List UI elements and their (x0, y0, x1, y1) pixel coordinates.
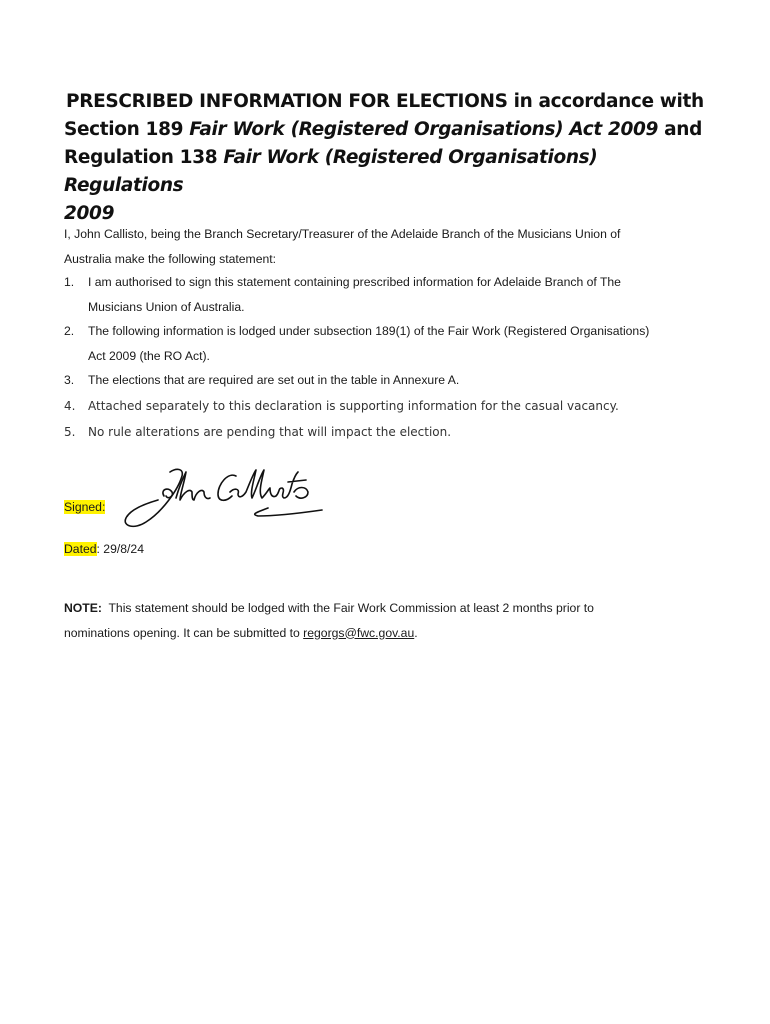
intro-line-2: Australia make the following statement: (64, 251, 277, 266)
intro-statement (64, 222, 704, 271)
signature-stroke-ohn (163, 472, 210, 500)
list-item-text: The elections that are required are set out in the table in Annexure A. (88, 373, 460, 387)
title-year: 2009 (64, 203, 115, 224)
signature-stroke-j (125, 469, 182, 526)
note-text-1: This statement should be lodged with the Fair Work Commission at least 2 months prior to (101, 601, 594, 615)
signed-label-highlight: Signed: (64, 500, 106, 514)
list-item (64, 319, 714, 368)
list-item (64, 270, 714, 319)
list-item-text: Musicians Union of Australia. (88, 299, 245, 314)
intro-line-1: I, John Callisto, being the Branch Secretary/Treasurer of the Adelaide Branch of the Musicians Union of (64, 227, 621, 241)
list-item-text: No rule alterations are pending that will impact the election. (88, 424, 452, 439)
signature-stroke-allisto (230, 470, 308, 498)
title-line-1: PRESCRIBED INFORMATION FOR ELECTIONS in accordance with (66, 91, 704, 112)
signed-label (64, 499, 105, 515)
list-item-number: 2. (64, 324, 75, 338)
title-and-text: and (658, 119, 702, 140)
signature-underline (255, 508, 322, 516)
title-act-name: Fair Work (Registered Organisations) Act 2009 (189, 119, 659, 140)
email-link[interactable]: regorgs@fwc.gov.au (303, 625, 415, 640)
handwritten-signature (118, 462, 328, 534)
note-end: . (414, 625, 418, 640)
list-item-text: I am authorised to sign this statement containing prescribed information for Adelaide Branch of The (88, 275, 621, 289)
note-paragraph (64, 596, 714, 645)
list-item (64, 393, 714, 419)
title-regulations-name: Fair Work (Registered Organisations) Regulations (64, 147, 598, 196)
list-item-number: 4. (64, 398, 76, 413)
signature-stroke-c (218, 475, 236, 500)
list-item-text: The following information is lodged under subsection 189(1) of the Fair Work (Registered Organisations) (88, 324, 650, 338)
list-item-number: 3. (64, 373, 75, 387)
list-item-text: Act 2009 (the RO Act). (88, 348, 210, 363)
dated-value: : 29/8/24 (96, 542, 144, 556)
list-item-number: 1. (64, 275, 75, 289)
dated-line (64, 541, 144, 557)
title-section-text: Section 189 (64, 119, 190, 140)
list-item-number: 5. (64, 424, 76, 439)
note-text-2: nominations opening. It can be submitted to (64, 625, 304, 640)
note-label: NOTE: (64, 601, 102, 615)
document-title (64, 88, 714, 228)
list-item (64, 368, 714, 393)
dated-label-highlight: Dated (64, 542, 97, 556)
statement-list (64, 270, 714, 445)
list-item (64, 419, 714, 445)
title-regulation-text: Regulation 138 (64, 147, 224, 168)
list-item-text: Attached separately to this declaration is supporting information for the casual vacancy. (88, 398, 619, 413)
